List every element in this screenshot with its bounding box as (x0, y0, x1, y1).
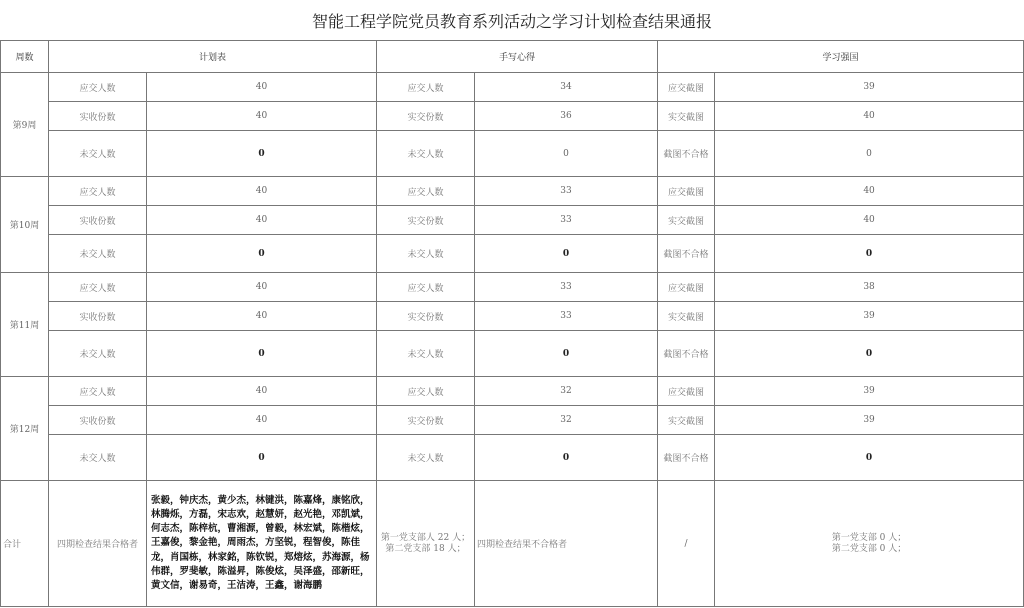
study-label: 实交截图 (658, 206, 715, 235)
report-title: 智能工程学院党员教育系列活动之学习计划检查结果通报 (0, 0, 1024, 41)
notes-label: 实交份数 (377, 302, 475, 331)
plan-value: 40 (147, 302, 377, 331)
week-label: 第9周 (1, 73, 49, 177)
total-label: 合计 (1, 481, 49, 607)
week-label: 第10周 (1, 177, 49, 273)
notes-value: 33 (475, 302, 658, 331)
notes-value: 33 (475, 177, 658, 206)
study-label: 应交截图 (658, 273, 715, 302)
table-row (1, 435, 1024, 481)
study-label: 截图不合格 (658, 331, 715, 377)
notes-value: 34 (475, 73, 658, 102)
plan-label: 应交人数 (49, 177, 147, 206)
notes-value: 36 (475, 102, 658, 131)
results-table (0, 40, 1024, 607)
notes-label: 未交人数 (377, 131, 475, 177)
header-week: 周数 (1, 41, 49, 73)
plan-label: 未交人数 (49, 435, 147, 481)
notes-value: 33 (475, 206, 658, 235)
plan-value: 40 (147, 102, 377, 131)
header-plan: 计划表 (49, 41, 377, 73)
plan-label: 应交人数 (49, 73, 147, 102)
notes-label: 未交人数 (377, 331, 475, 377)
notes-label: 未交人数 (377, 435, 475, 481)
plan-label: 应交人数 (49, 273, 147, 302)
study-value: 40 (715, 206, 1024, 235)
notes-value: 0 (475, 435, 658, 481)
table-row (1, 406, 1024, 435)
plan-value: 40 (147, 406, 377, 435)
table-row (1, 331, 1024, 377)
pass-branch-counts (377, 481, 475, 607)
header-row (1, 41, 1024, 73)
study-value: 40 (715, 177, 1024, 206)
notes-label: 实交份数 (377, 406, 475, 435)
notes-label: 应交人数 (377, 73, 475, 102)
table-row (1, 102, 1024, 131)
notes-label: 应交人数 (377, 377, 475, 406)
plan-value: 40 (147, 73, 377, 102)
plan-value: 40 (147, 206, 377, 235)
total-row (1, 481, 1024, 607)
study-label: 应交截图 (658, 377, 715, 406)
fail-slash: / (658, 481, 715, 607)
plan-value: 40 (147, 377, 377, 406)
study-value: 39 (715, 73, 1024, 102)
table-row (1, 206, 1024, 235)
plan-value: 40 (147, 273, 377, 302)
plan-value: 40 (147, 177, 377, 206)
fail-branch-line-2: 第二党支部 0 人； (831, 543, 907, 554)
notes-value: 0 (475, 131, 658, 177)
study-label: 实交截图 (658, 302, 715, 331)
study-value: 40 (715, 102, 1024, 131)
study-label: 应交截图 (658, 177, 715, 206)
notes-label: 实交份数 (377, 206, 475, 235)
plan-label: 应交人数 (49, 377, 147, 406)
table-row (1, 235, 1024, 273)
study-label: 应交截图 (658, 73, 715, 102)
study-label: 实交截图 (658, 102, 715, 131)
notes-value: 32 (475, 406, 658, 435)
plan-label: 未交人数 (49, 331, 147, 377)
study-value: 0 (715, 235, 1024, 273)
plan-label: 实收份数 (49, 102, 147, 131)
notes-label: 实交份数 (377, 102, 475, 131)
plan-label: 未交人数 (49, 235, 147, 273)
fail-branch-line-1: 第一党支部 0 人； (831, 532, 907, 543)
plan-value: 0 (147, 435, 377, 481)
notes-value: 0 (475, 331, 658, 377)
study-value: 38 (715, 273, 1024, 302)
notes-value: 32 (475, 377, 658, 406)
study-value: 39 (715, 377, 1024, 406)
study-value: 0 (715, 331, 1024, 377)
table-row (1, 273, 1024, 302)
plan-value: 0 (147, 235, 377, 273)
notes-value: 0 (475, 235, 658, 273)
table-row (1, 73, 1024, 102)
study-label: 截图不合格 (658, 131, 715, 177)
table-row (1, 377, 1024, 406)
pass-label: 四期检查结果合格者 (49, 481, 147, 607)
header-study: 学习强国 (658, 41, 1024, 73)
study-value: 0 (715, 131, 1024, 177)
week-label: 第11周 (1, 273, 49, 377)
study-value: 0 (715, 435, 1024, 481)
study-value: 39 (715, 406, 1024, 435)
fail-label: 四期检查结果不合格者 (475, 481, 658, 607)
plan-label: 未交人数 (49, 131, 147, 177)
header-notes: 手写心得 (377, 41, 658, 73)
pass-names: 张毅，钟庆杰，黄少杰，林键洪，陈嘉烽，康铭欣，林腾烁，方磊，宋志欢，赵慧妍，赵光艳，邓凯斌，何志杰，陈梓杭，曹湘源，曾毅，林宏斌，陈楷炫，王嘉俊，黎金艳，周雨杰，方坚锐，程智俊，陈佳龙，肖国栋，林家銘，陈钦锐，郑熔炫，苏海源，杨伟群，罗斐敏，陈溢昇，陈俊炫，吴泽盛，邵新旺，黄文信，谢易奇，王洁涛，王鑫，谢海鹏 (147, 481, 377, 607)
table-row (1, 302, 1024, 331)
study-value: 39 (715, 302, 1024, 331)
plan-value: 0 (147, 331, 377, 377)
study-label: 截图不合格 (658, 435, 715, 481)
notes-label: 应交人数 (377, 177, 475, 206)
table-row (1, 177, 1024, 206)
plan-label: 实收份数 (49, 302, 147, 331)
plan-value: 0 (147, 131, 377, 177)
pass-branch-line-2: 第二党支部 18 人； (385, 543, 466, 554)
study-label: 实交截图 (658, 406, 715, 435)
week-label: 第12周 (1, 377, 49, 481)
notes-value: 33 (475, 273, 658, 302)
notes-label: 应交人数 (377, 273, 475, 302)
pass-branch-line-1: 第一党支部人 22 人； (380, 532, 471, 543)
plan-label: 实收份数 (49, 206, 147, 235)
notes-label: 未交人数 (377, 235, 475, 273)
study-label: 截图不合格 (658, 235, 715, 273)
table-row (1, 131, 1024, 177)
plan-label: 实收份数 (49, 406, 147, 435)
fail-branch-counts (715, 481, 1024, 607)
